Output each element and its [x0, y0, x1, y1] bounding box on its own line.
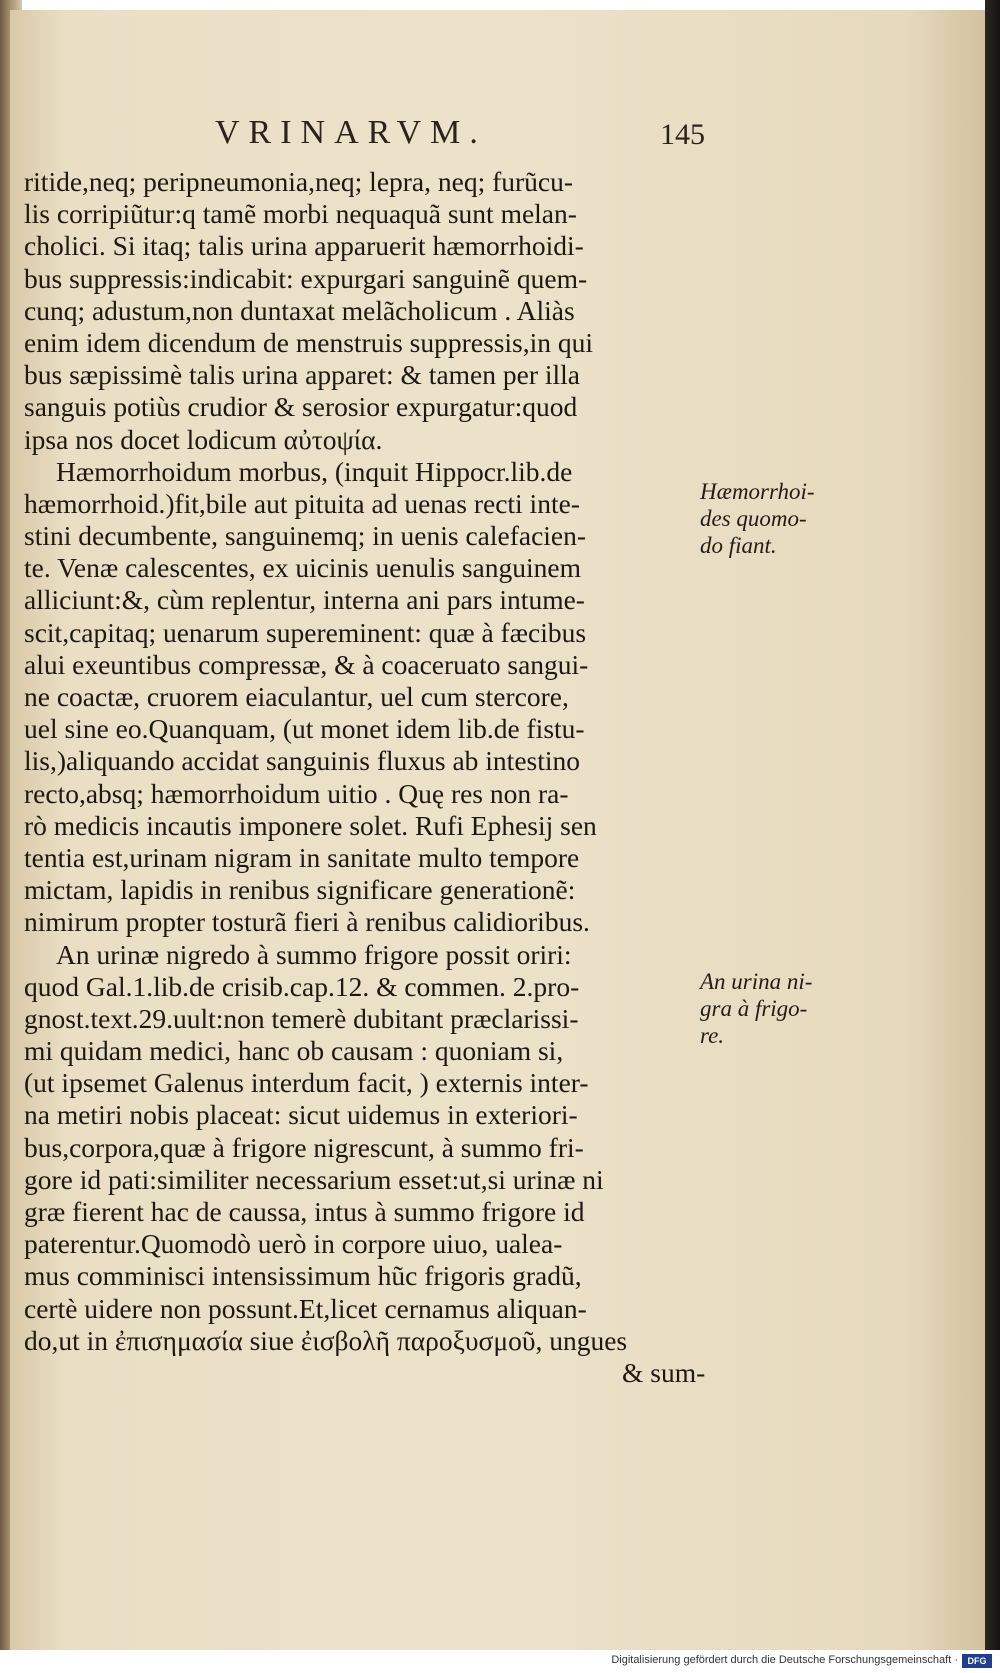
- text-line: te. Venæ calescentes, ex uicinis uenulis sanguinem: [24, 552, 581, 584]
- book-page: [10, 10, 985, 1650]
- text-line: paterentur.Quomodò uerò in corpore uiuo, ualea-: [24, 1228, 563, 1260]
- text-line: enim idem dicendum de menstruis suppressis,in qui: [24, 326, 594, 358]
- page-right-shadow: [985, 0, 1000, 1650]
- text-line: na metiri nobis placeat: sicut uidemus in exteriori-: [24, 1099, 578, 1131]
- running-head: VRINARVM.: [215, 114, 487, 151]
- text-line: recto,absq; hæmorrhoidum uitio . Quę res non ra-: [24, 777, 569, 809]
- text-line: ne coactæ, cruorem eiaculantur, uel cum stercore,: [24, 681, 569, 712]
- text-line: græ fierent hac de caussa, intus à summo frigore id: [24, 1196, 585, 1227]
- text-line: mus comminisci intensissimum hũc frigoris gradũ,: [24, 1260, 582, 1292]
- margin-note-line: des quomo-: [700, 506, 807, 531]
- text-line: ritide,neq; peripneumonia,neq; lepra, neq; furũcu-: [24, 166, 574, 197]
- text-line: cholici. Si itaq; talis urina apparuerit hæmorrhoidi-: [24, 230, 584, 262]
- text-line: mictam, lapidis in renibus significare generationẽ:: [24, 874, 576, 906]
- margin-note-haemorrhoids: [700, 478, 860, 559]
- text-line: quod Gal.1.lib.de crisib.cap.12. & commen. 2.pro-: [24, 970, 580, 1002]
- text-line: stini decumbente, sanguinemq; in uenis calefacien-: [24, 520, 587, 552]
- page-header: [10, 114, 985, 154]
- paragraph-start-line: Hæmorrhoidum morbus, (inquit Hippocr.lib.de: [56, 455, 573, 487]
- text-line: hæmorrhoid.)fit,bile aut pituita ad uenas recti inte-: [24, 487, 580, 519]
- margin-note-line: gra à frigo-: [700, 996, 808, 1021]
- margin-note-line: do fiant.: [700, 533, 777, 558]
- text-line: rò medicis incautis imponere solet. Rufi Ephesij sen: [24, 809, 597, 841]
- text-line: tentia est,urinam nigram in sanitate multo tempore: [24, 841, 580, 873]
- text-line: bus suppressis:indicabit: expurgari sanguinẽ quem-: [24, 262, 588, 294]
- body-text: [24, 166, 706, 1389]
- footer-bar: [0, 1650, 1000, 1673]
- catchword-line: & sum-: [622, 1356, 706, 1388]
- text-line: uel sine eo.Quanquam, (ut monet idem lib.de fistu-: [24, 713, 585, 745]
- text-line: lis corripiũtur:q tamẽ morbi nequaquã sunt melan-: [24, 198, 577, 230]
- text-line: (ut ipsemet Galenus interdum facit, ) externis inter-: [24, 1067, 589, 1099]
- text-line: bus sæpissimè talis urina apparet: & tamen per illa: [24, 359, 580, 391]
- text-line: ipsa nos docet lodicum αὐτοψία.: [24, 423, 383, 455]
- margin-note-black-urine: [700, 968, 860, 1049]
- funding-credit: Digitalisierung gefördert durch die Deutsche Forschungsgemeinschaft ·: [611, 1654, 958, 1666]
- text-line: gore id pati:similiter necessarium esset:ut,si urinæ ni: [24, 1163, 604, 1195]
- margin-note-line: re.: [700, 1023, 725, 1048]
- text-line: bus,corpora,quæ à frigore nigrescunt, à summo fri-: [24, 1131, 584, 1163]
- text-line: lis,)aliquando accidat sanguinis fluxus ab intestino: [24, 745, 581, 777]
- text-line: certè uidere non possunt.Et,licet cernamus aliquan-: [24, 1292, 587, 1324]
- text-line: alui exeuntibus compressæ, & à coaceruato sangui-: [24, 648, 589, 680]
- text-line: sanguis potiùs crudior & serosior expurgatur:quod: [24, 391, 578, 423]
- text-line: gnost.text.29.uult:non temerè dubitant præclarissi-: [24, 1002, 579, 1034]
- text-line: cunq; adustum,non duntaxat melãcholicum . Aliàs: [24, 294, 575, 326]
- text-line: nimirum propter tosturã fieri à renibus calidioribus.: [24, 906, 590, 938]
- margin-note-line: An urina ni-: [700, 969, 813, 994]
- margin-note-line: Hæmorrhoi-: [700, 479, 815, 504]
- paragraph-start-line: An urinæ nigredo à summo frigore possit oriri:: [56, 938, 572, 970]
- dfg-logo: DFG: [962, 1654, 992, 1668]
- text-line: do,ut in ἐπισημασία siue ἐισβολῆ παροξυσμοῦ, ungues: [24, 1324, 628, 1356]
- text-line: alliciunt:&, cùm replentur, interna ani pars intume-: [24, 584, 585, 616]
- page-number: 145: [660, 118, 705, 151]
- text-line: mi quidam medici, hanc ob causam : quoniam si,: [24, 1035, 564, 1067]
- text-line: scit,capitaq; uenarum supereminent: quæ à fæcibus: [24, 616, 587, 648]
